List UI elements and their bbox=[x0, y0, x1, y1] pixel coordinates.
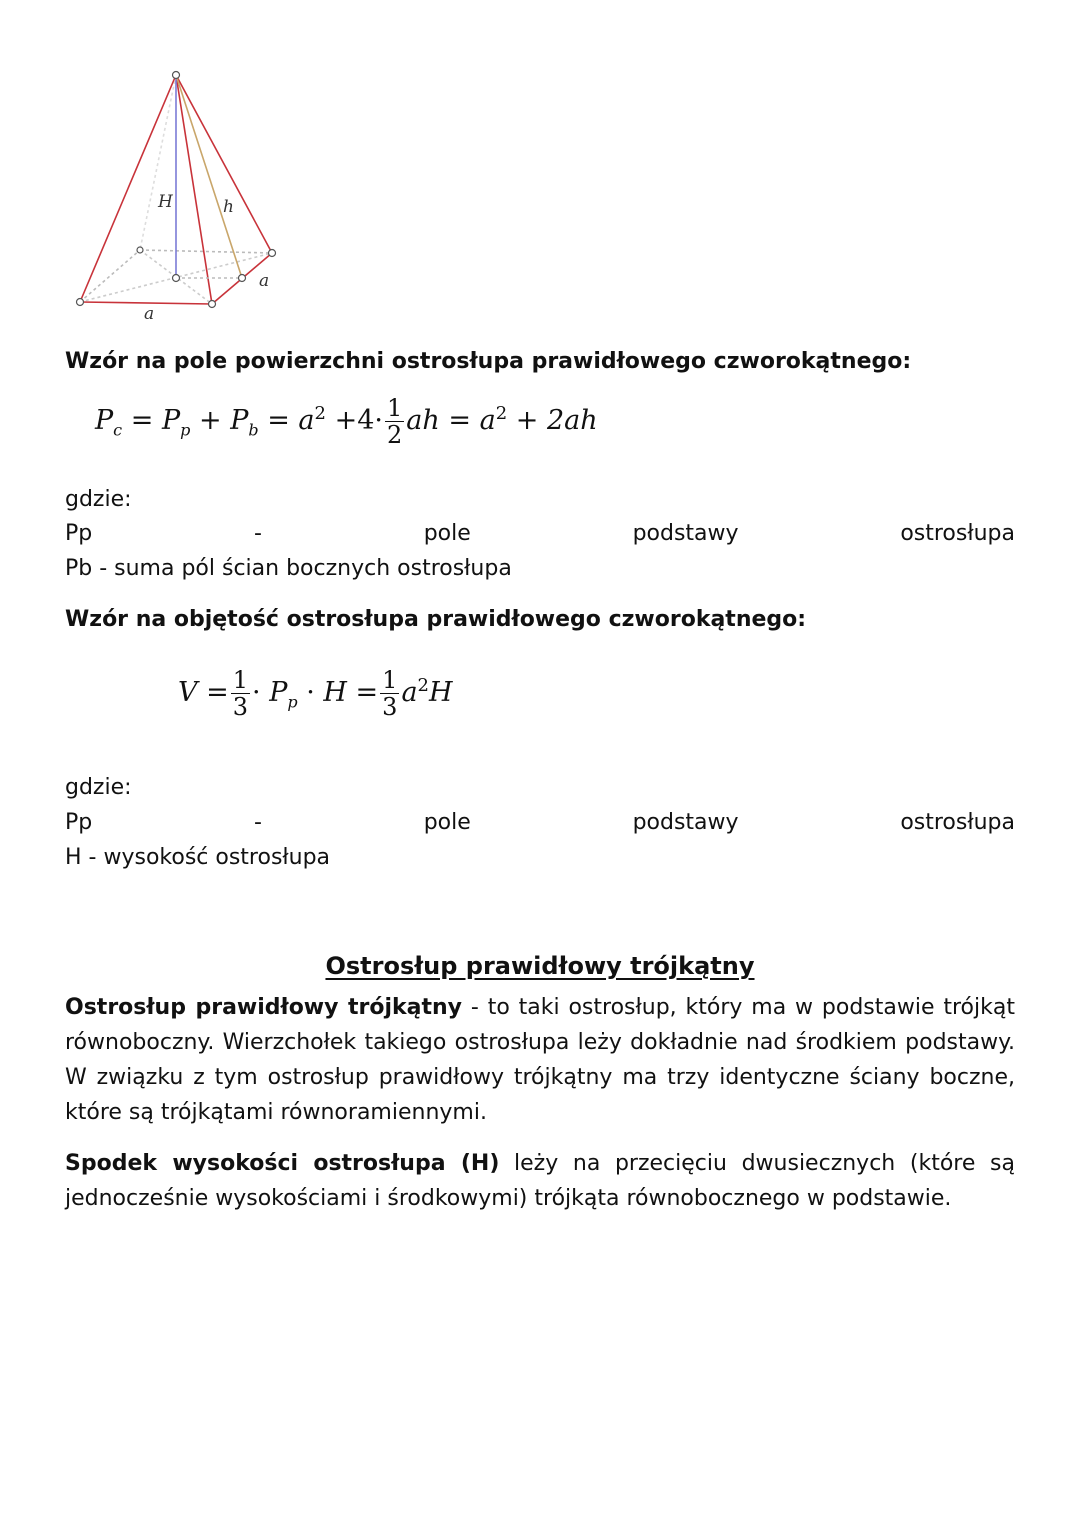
label-H: H bbox=[158, 192, 173, 212]
pyramid-diagram bbox=[60, 60, 300, 330]
surface-formula: $P_c = P_p + P_b = a^2 +4\cdot$ $\frac{1}{2}$ ah = $a^2 + 2ah$ bbox=[95, 394, 598, 449]
surface-where-label: gdzie: bbox=[65, 487, 132, 512]
volume-where-label: gdzie: bbox=[65, 775, 132, 800]
paragraph-height-foot bbox=[65, 1146, 1015, 1216]
paragraph-height-foot-body: leży na przecięciu dwusiecznych (które są jednocześnie wysokościami i środkowymi) trójkąta równobocznego w podstawie. bbox=[65, 1151, 1015, 1211]
lateral-edge bbox=[80, 75, 176, 302]
surface-pb-line: Pb - suma pól ścian bocznych ostrosłupa bbox=[65, 556, 512, 581]
midpoint-point bbox=[239, 275, 246, 282]
label-a-side: a bbox=[259, 271, 270, 291]
paragraph-definition bbox=[65, 990, 1015, 1130]
vertex-point bbox=[137, 247, 143, 253]
fraction-one-third: $\frac{1}{3}$ bbox=[232, 666, 248, 721]
volume-formula: V = $\frac{1}{3}$ · $P_p \cdot H$ = $\frac{1}{3}$ $a^2H$ bbox=[178, 666, 453, 721]
paragraph-definition-term: Ostrosłup prawidłowy trójkątny bbox=[65, 995, 463, 1020]
label-h: h bbox=[223, 197, 234, 217]
vertex-point bbox=[269, 250, 276, 257]
surface-pp-line: Pp - pole podstawy ostrosłupa bbox=[65, 521, 1015, 546]
vertex-point bbox=[209, 301, 216, 308]
vertex-point bbox=[77, 299, 84, 306]
base-center-point bbox=[173, 275, 180, 282]
fraction-one-half: $\frac{1}{2}$ bbox=[386, 394, 403, 449]
paragraph-definition-body: - to taki ostrosłup, który ma w podstawie trójkąt równoboczny. Wierzchołek takiego ostrosłupa leży dokładnie nad środkiem podstawy. W związku z tym ostrosłup prawidłowy trójkątny ma trzy identyczne ściany boczne, które są trójkątami równoramiennymi. bbox=[65, 995, 1015, 1125]
fraction-one-third-2: $\frac{1}{3}$ bbox=[382, 666, 398, 721]
volume-h-line: H - wysokość ostrosłupa bbox=[65, 845, 331, 870]
section-title: Ostrosłup prawidłowy trójkątny bbox=[325, 952, 755, 980]
vertex-point bbox=[173, 72, 180, 79]
paragraph-height-foot-term: Spodek wysokości ostrosłupa (H) bbox=[65, 1151, 500, 1176]
hidden-edge bbox=[140, 250, 272, 253]
apothem-segment bbox=[176, 75, 242, 278]
hidden-lateral-edge bbox=[140, 75, 176, 250]
label-a-base: a bbox=[144, 304, 155, 324]
surface-heading: Wzór na pole powierzchni ostrosłupa prawidłowego czworokątnego: bbox=[65, 349, 912, 374]
volume-pp-line: Pp - pole podstawy ostrosłupa bbox=[65, 810, 1015, 835]
volume-heading: Wzór na objętość ostrosłupa prawidłowego czworokątnego: bbox=[65, 607, 807, 632]
